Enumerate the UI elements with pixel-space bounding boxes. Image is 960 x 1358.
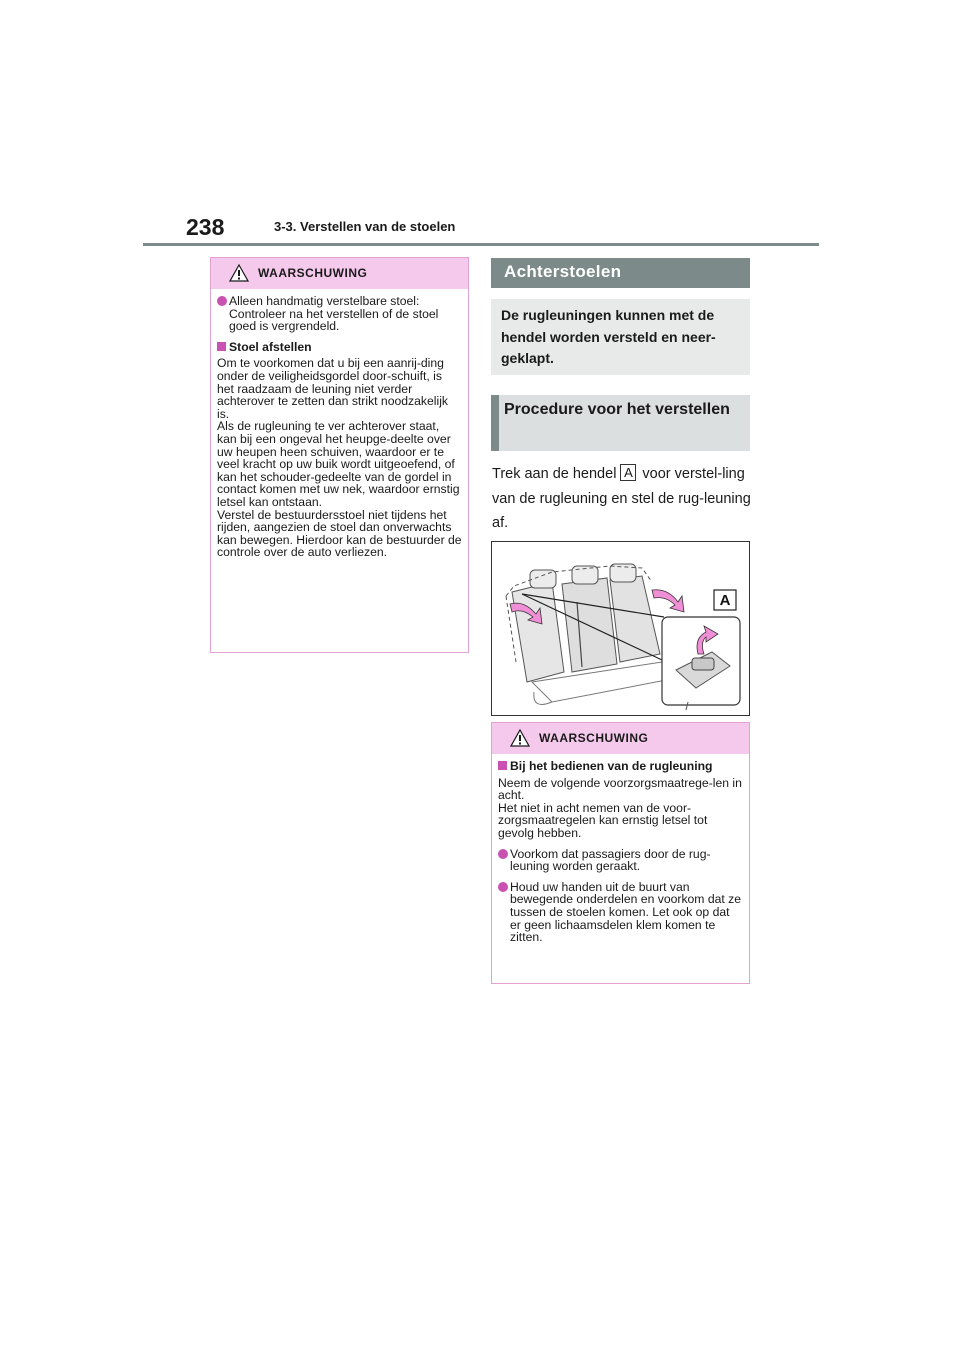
warning-paragraph: Om te voorkomen dat u bij een aanrij-ding onder de veiligheidsgordel door-schuift, is het raadzaam de leuning niet verder achterover te zetten dan strikt noodzakelijk is. Als de rugleuning te ver achterover staat, kan bij een ongeval het heupge-deelte over uw heupen heen schuiven, waardoor er te veel kracht op uw buik wordt uitgeoefend, of kan het schouder-gedeelte van de gordel in contact komen met uw nek, waardoor ernstig letsel kan ontstaan. Verstel de bestuurdersstoel niet tijdens het rijden, aangezien de stoel dan onverwachts kan bewegen. Hierdoor kan de bestuurder de controle over de auto verliezen. [217, 356, 462, 560]
warning-body [211, 289, 468, 575]
rear-seat-illustration [492, 542, 749, 715]
square-bullet-icon [498, 761, 507, 770]
warning-subheading [498, 760, 743, 773]
bullet-icon [498, 882, 508, 892]
page-number: 238 [186, 214, 225, 240]
procedure-title: Procedure voor het verstellen [504, 401, 730, 418]
warning-header [492, 723, 749, 754]
procedure-accent [491, 395, 499, 451]
warning-item [498, 881, 743, 944]
header-rule [143, 243, 819, 246]
procedure-box [491, 395, 750, 451]
warning-triangle-icon [510, 729, 530, 747]
warning-header [211, 258, 468, 289]
release-lever [692, 658, 714, 670]
body-text [492, 462, 754, 536]
warning-triangle-icon [229, 264, 249, 282]
right-warning-box [491, 722, 750, 984]
warning-title: WAARSCHUWING [258, 266, 368, 280]
warning-title: WAARSCHUWING [539, 731, 649, 745]
section-title: 3-3. Verstellen van de stoelen [274, 219, 456, 234]
warning-item [217, 295, 462, 333]
warning-paragraph: Neem de volgende voorzorgsmaatrege-len in acht. Het niet in acht nemen van de voor-zorgsmaatregelen kan ernstig letsel tot gevolg hebben. [498, 775, 742, 840]
right-arrow [652, 590, 684, 612]
square-bullet-icon [217, 342, 226, 351]
bullet-icon [217, 296, 227, 306]
label-a-box: A [620, 464, 636, 481]
warning-item-text: Voorkom dat passagiers door de rug-leuning worden geraakt. [510, 846, 711, 874]
warning-subheading [217, 341, 462, 354]
section-banner [491, 258, 750, 288]
section-banner-title: Achterstoelen [504, 262, 622, 281]
headrest [530, 570, 556, 588]
body-text-end: voor verstel-ling van de rugleuning en stel de rug-leuning af. [492, 466, 751, 531]
intro-box [491, 299, 750, 375]
bullet-icon [498, 849, 508, 859]
warning-subheading-text: Stoel afstellen [229, 339, 312, 354]
rear-seat-figure [491, 541, 750, 716]
body-text-start: Trek aan de hendel [492, 466, 617, 482]
figure-label-a: A [719, 592, 731, 609]
warning-item [498, 848, 743, 873]
warning-subheading-text: Bij het bedienen van de rugleuning [510, 759, 713, 773]
warning-body [492, 754, 749, 960]
warning-item-text: Alleen handmatig verstelbare stoel: Controleer na het verstellen of de stoel goed is vergrendeld. [229, 294, 439, 334]
intro-text: De rugleuningen kunnen met de hendel worden versteld en neer-geklapt. [501, 307, 716, 366]
warning-item-text: Houd uw handen uit de buurt van bewegende onderdelen en voorkom dat ze tussen de stoelen komen. Let ook op dat er geen lichaamsdelen klem komen te zitten. [510, 879, 742, 945]
left-warning-box [210, 257, 469, 653]
